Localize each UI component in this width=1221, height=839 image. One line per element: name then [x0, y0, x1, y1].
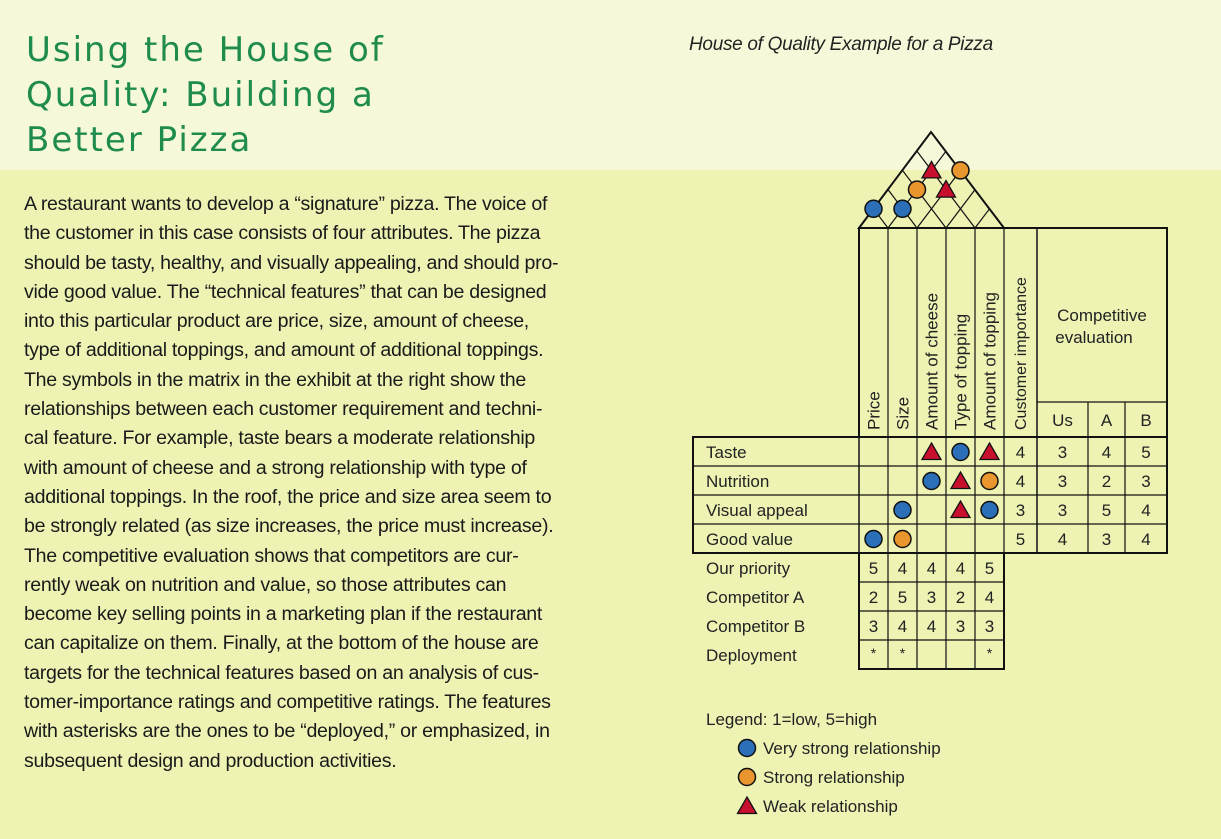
weak-roof-symbol: [922, 161, 941, 178]
bottom-row-label: Deployment: [706, 646, 797, 665]
body-line: relationships between each customer requirement and techni-: [24, 398, 543, 421]
weak-symbol: [980, 443, 999, 460]
very-strong-roof-symbol: [894, 200, 911, 217]
weak-legend-icon: [738, 797, 757, 814]
competitive-value: 4: [1101, 443, 1112, 462]
bottom-row-value: 3: [984, 617, 995, 636]
body-line: type of additional toppings, and amount of additional toppings.: [24, 339, 544, 362]
competitive-value: 5: [1101, 501, 1112, 520]
competitive-value: 3: [1057, 472, 1068, 491]
body-line: The competitive evaluation shows that competitors are cur-: [24, 544, 519, 567]
bottom-row-value: 2: [955, 588, 966, 607]
body-line: be strongly related (as size increases, the price must increase).: [24, 515, 554, 538]
bottom-row-value: 4: [897, 617, 908, 636]
bottom-row-value: 5: [897, 588, 908, 607]
competitive-value: 2: [1101, 472, 1112, 491]
strong-legend-icon: [739, 769, 756, 786]
body-line: with amount of cheese and a strong relationship with type of: [24, 456, 527, 479]
body-line: A restaurant wants to develop a “signature” pizza. The voice of: [24, 193, 548, 215]
bottom-row-value: 3: [955, 617, 966, 636]
requirement-label: Nutrition: [706, 472, 770, 491]
very-strong-symbol: [952, 444, 969, 461]
bottom-row-value: *: [870, 645, 877, 661]
competitive-value: 3: [1101, 530, 1112, 549]
weak-symbol: [951, 501, 970, 518]
bottom-row-label: Competitor B: [706, 617, 806, 636]
competitive-header: evaluation: [1055, 328, 1133, 347]
bottom-row-value: 5: [984, 559, 995, 578]
body-line: into this particular product are price, size, amount of cheese,: [24, 310, 529, 333]
weak-symbol: [922, 443, 941, 460]
bottom-row-value: 3: [926, 588, 937, 607]
bottom-row-value: *: [986, 645, 993, 661]
bottom-row-value: 4: [984, 588, 995, 607]
title-line: Better Pizza: [26, 120, 253, 160]
very-strong-legend-icon: [739, 740, 756, 757]
strong-roof-symbol: [909, 181, 926, 198]
body-line: become key selling points in a marketing plan if the restaurant: [24, 603, 543, 626]
importance-value: 5: [1015, 530, 1026, 549]
body-line: The symbols in the matrix in the exhibit at the right show the: [24, 368, 526, 391]
body-line: cal feature. For example, taste bears a moderate relationship: [24, 427, 536, 450]
strong-symbol: [894, 531, 911, 548]
competitor-column-label: A: [1100, 411, 1113, 430]
competitive-value: 3: [1141, 472, 1151, 491]
body-line: subsequent design and production activities.: [24, 749, 397, 772]
bottom-row-label: Our priority: [706, 559, 791, 578]
strong-symbol: [981, 473, 998, 490]
requirement-label: Visual appeal: [706, 501, 808, 520]
body-line: additional toppings. In the roof, the price and size area seem to: [24, 485, 552, 508]
competitor-column-label: B: [1140, 411, 1152, 430]
competitive-value: 5: [1141, 443, 1151, 462]
importance-header: Customer importance: [1013, 277, 1030, 430]
legend-title: Legend: 1=low, 5=high: [706, 710, 878, 729]
feature-label: Price: [864, 391, 884, 430]
bottom-row-value: 4: [926, 617, 937, 636]
legend-label: Weak relationship: [763, 797, 898, 816]
feature-label: Amount of topping: [980, 292, 1000, 430]
feature-label: Amount of cheese: [922, 292, 942, 430]
body-line: should be tasty, healthy, and visually appealing, and should pro-: [24, 251, 559, 274]
legend-label: Strong relationship: [763, 768, 905, 787]
competitive-value: 4: [1057, 530, 1068, 549]
very-strong-roof-symbol: [865, 200, 882, 217]
feature-label: Type of topping: [951, 313, 971, 430]
feature-label: Size: [893, 396, 913, 430]
body-line: with asterisks are the ones to be “deployed,” or emphasized, in: [24, 720, 550, 743]
body-line: rently weak on nutrition and value, so those attributes can: [24, 573, 507, 596]
very-strong-symbol: [894, 502, 911, 519]
competitive-value: 3: [1057, 501, 1068, 520]
competitive-value: 4: [1141, 501, 1151, 520]
competitive-header: Competitive: [1057, 306, 1147, 325]
bottom-row-value: 2: [868, 588, 879, 607]
competitive-value: 4: [1141, 530, 1151, 549]
title-line: Using the House of: [26, 30, 385, 70]
bottom-row-value: 4: [897, 559, 908, 578]
strong-roof-symbol: [952, 162, 969, 179]
competitor-column-label: Us: [1052, 411, 1073, 430]
roof-line: [975, 209, 990, 228]
body-line: the customer in this case consists of four attributes. The pizza: [24, 222, 541, 245]
weak-symbol: [951, 472, 970, 489]
importance-value: 4: [1015, 472, 1026, 491]
body-line: can capitalize on them. Finally, at the bottom of the house are: [24, 632, 539, 655]
very-strong-symbol: [865, 531, 882, 548]
figure-caption: House of Quality Example for a Pizza: [689, 34, 993, 55]
title-line: Quality: Building a: [26, 75, 375, 115]
requirement-label: Taste: [706, 443, 747, 462]
body-line: targets for the technical features based on an analysis of cus-: [24, 661, 539, 684]
importance-value: 4: [1015, 443, 1026, 462]
weak-roof-symbol: [937, 181, 956, 198]
bottom-row-value: 4: [955, 559, 966, 578]
bottom-row-value: 3: [868, 617, 879, 636]
very-strong-symbol: [923, 473, 940, 490]
very-strong-symbol: [981, 502, 998, 519]
body-line: vide good value. The “technical features” that can be designed: [24, 280, 547, 303]
importance-value: 3: [1015, 501, 1026, 520]
legend-label: Very strong relationship: [763, 739, 941, 758]
bottom-row-value: 4: [926, 559, 937, 578]
bottom-row-label: Competitor A: [706, 588, 805, 607]
competitive-value: 3: [1057, 443, 1068, 462]
requirement-label: Good value: [706, 530, 793, 549]
body-line: tomer-importance ratings and competitive ratings. The features: [24, 691, 551, 714]
bottom-row-value: 5: [868, 559, 879, 578]
bottom-row-value: *: [899, 645, 906, 661]
